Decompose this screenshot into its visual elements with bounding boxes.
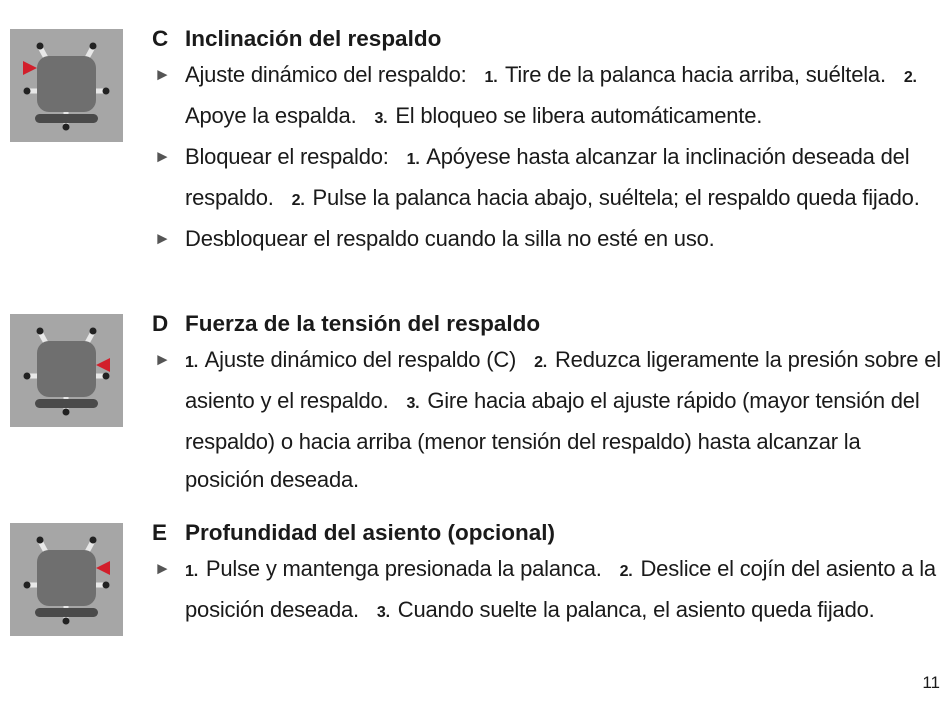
section-d-heading: D Fuerza de la tensión del respaldo xyxy=(152,311,541,336)
section-d-title: Fuerza de la tensión del respaldo xyxy=(185,311,541,336)
section-c-title: Inclinación del respaldo xyxy=(185,26,442,51)
red-pointer-icon xyxy=(96,561,110,575)
chair-seat-depth-lever-icon xyxy=(10,523,123,636)
section-d-image xyxy=(10,314,123,427)
arrow-bullet-icon: ► xyxy=(154,559,171,578)
arrow-bullet-icon: ► xyxy=(154,229,171,248)
bullet-item: ► Bloquear el respaldo: 1. Apóyese hasta alcanzar la inclinación deseada del respaldo. 2. Pulse la palanca hacia abajo, suéltela; el respaldo queda fijado. xyxy=(152,138,944,220)
chair-tension-knob-icon xyxy=(10,314,123,427)
arrow-bullet-icon: ► xyxy=(154,147,171,166)
section-c-image xyxy=(10,29,123,142)
bullet-item: ► Ajuste dinámico del respaldo: 1. Tire de la palanca hacia arriba, suéltela. 2. Apoye la espalda. 3. El bloqueo se libera automáticamente. xyxy=(152,56,944,138)
section-e-image xyxy=(10,523,123,636)
bullet-item: ► 1. Pulse y mantenga presionada la palanca. 2. Deslice el cojín del asiento a la posición deseada. 3. Cuando suelte la palanca, el asiento queda fijado. xyxy=(152,550,944,632)
arrow-bullet-icon: ► xyxy=(154,350,171,369)
section-e-heading: E Profundidad del asiento (opcional) xyxy=(152,520,556,545)
chair-backrest-lever-icon xyxy=(10,29,123,142)
red-pointer-icon xyxy=(23,61,37,75)
bullet-item: ► Desbloquear el respaldo cuando la silla no esté en uso. xyxy=(152,220,944,258)
arrow-bullet-icon: ► xyxy=(154,65,171,84)
bullet-item: ► 1. Ajuste dinámico del respaldo (C) 2. Reduzca ligeramente la presión sobre el asiento y el respaldo. 3. Gire hacia abajo el ajuste rápido (mayor tensión del respaldo) o hacia arriba (menor tensión del respaldo) hasta alcanzar la posición deseada. xyxy=(152,341,944,499)
page-number: 11 xyxy=(922,673,940,692)
section-e-title: Profundidad del asiento (opcional) xyxy=(185,520,556,545)
red-pointer-icon xyxy=(96,358,110,372)
section-c-heading: C Inclinación del respaldo xyxy=(152,26,442,51)
